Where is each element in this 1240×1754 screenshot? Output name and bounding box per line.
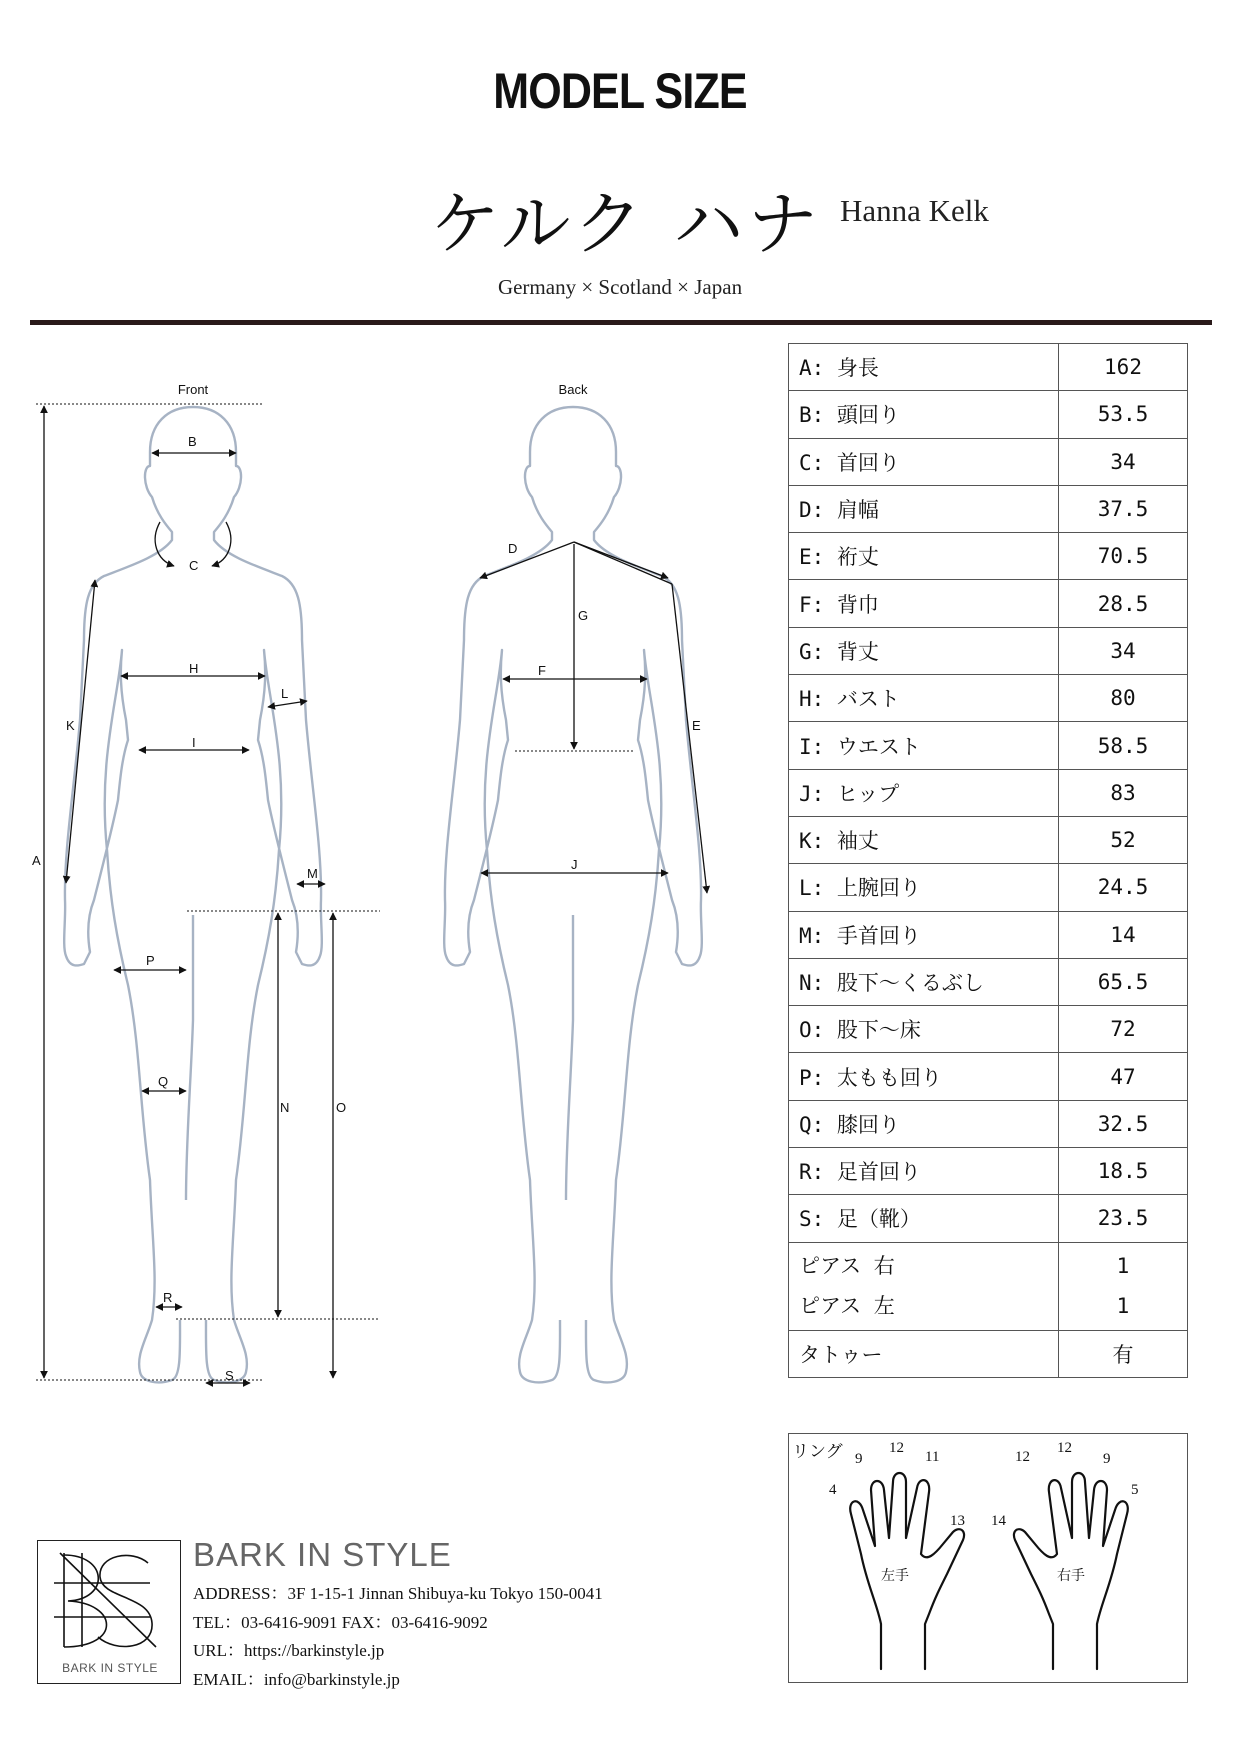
header-divider xyxy=(30,320,1212,325)
letter-q: Q xyxy=(158,1074,169,1089)
letter-e: E xyxy=(692,718,701,733)
measurement-label: L: 上腕回り xyxy=(789,864,1059,911)
measurement-value: 58.5 xyxy=(1059,722,1188,769)
back-silhouette xyxy=(444,407,702,1382)
letter-r: R xyxy=(163,1290,173,1305)
measurement-row xyxy=(789,485,1188,532)
ring-size-panel xyxy=(788,1433,1188,1683)
piercing-left-label: ピアス 左 xyxy=(799,1294,895,1319)
measurement-label: R: 足首回り xyxy=(789,1148,1059,1195)
letter-j: J xyxy=(571,857,578,872)
measurement-table xyxy=(788,343,1188,1378)
letter-o: O xyxy=(336,1100,347,1115)
hands-diagram xyxy=(789,1434,1189,1684)
ring-title: リング xyxy=(792,1442,843,1462)
measurement-row xyxy=(789,391,1188,438)
right-thumb-size: 14 xyxy=(991,1513,1006,1529)
measurement-value: 162 xyxy=(1059,344,1188,391)
measurement-value: 23.5 xyxy=(1059,1195,1188,1242)
measurement-label: M: 手首回り xyxy=(789,911,1059,958)
measurement-row xyxy=(789,627,1188,674)
left-ring-size: 9 xyxy=(855,1451,863,1467)
measurement-label: E: 裄丈 xyxy=(789,533,1059,580)
letter-g: G xyxy=(578,608,589,623)
measurement-value: 34 xyxy=(1059,438,1188,485)
letter-h: H xyxy=(189,661,199,676)
left-pinky-size: 4 xyxy=(829,1482,837,1498)
letter-b: B xyxy=(188,434,197,449)
measurement-value: 72 xyxy=(1059,1006,1188,1053)
email-link[interactable]: EMAIL：info@barkinstyle.jp xyxy=(193,1669,400,1689)
measurement-row xyxy=(789,675,1188,722)
measurement-value: 83 xyxy=(1059,769,1188,816)
measurement-row xyxy=(789,816,1188,863)
measurement-value: 32.5 xyxy=(1059,1100,1188,1147)
right-pinky-size: 5 xyxy=(1131,1482,1139,1498)
brand-logo xyxy=(37,1540,181,1684)
measurement-row xyxy=(789,438,1188,485)
brand-name: BARK IN STYLE xyxy=(193,1536,452,1573)
letter-l: L xyxy=(281,686,289,701)
piercing-left-value: 1 xyxy=(1116,1294,1130,1319)
letter-n: N xyxy=(280,1100,290,1115)
model-name-english: Hanna Kelk xyxy=(840,193,989,228)
letter-s: S xyxy=(225,1368,234,1383)
letter-i: I xyxy=(192,735,196,750)
letter-a: A xyxy=(32,853,41,868)
measurement-label: D: 肩幅 xyxy=(789,485,1059,532)
piercing-row xyxy=(789,1242,1188,1330)
measurement-label: G: 背丈 xyxy=(789,627,1059,674)
url-link[interactable]: URL：https://barkinstyle.jp xyxy=(193,1641,385,1660)
contact-info xyxy=(193,1580,603,1694)
letter-c: C xyxy=(189,558,199,573)
body-measurement-diagram xyxy=(0,340,780,1410)
right-hand-label: 右手 xyxy=(1057,1568,1085,1584)
letter-m: M xyxy=(307,866,318,881)
measurement-value: 28.5 xyxy=(1059,580,1188,627)
measurement-row xyxy=(789,1148,1188,1195)
left-index-size: 11 xyxy=(925,1449,940,1465)
tattoo-row xyxy=(789,1330,1188,1377)
measurement-label: A: 身長 xyxy=(789,344,1059,391)
measurement-value: 24.5 xyxy=(1059,864,1188,911)
left-middle-size: 12 xyxy=(889,1440,904,1456)
measurement-label: C: 首回り xyxy=(789,438,1059,485)
measurement-label: B: 頭回り xyxy=(789,391,1059,438)
measurement-label: J: ヒップ xyxy=(789,769,1059,816)
measurement-value: 53.5 xyxy=(1059,391,1188,438)
measurement-row xyxy=(789,864,1188,911)
measurement-label: I: ウエスト xyxy=(789,722,1059,769)
page-title: MODEL SIZE xyxy=(493,63,747,119)
measurement-value: 18.5 xyxy=(1059,1148,1188,1195)
logo-caption: BARK IN STYLE xyxy=(62,1661,158,1675)
address-text: ADDRESS：3F 1-15-1 Jinnan Shibuya-ku Tokyo 150-0041 xyxy=(193,1584,603,1603)
measurement-row xyxy=(789,1100,1188,1147)
model-origin: Germany × Scotland × Japan xyxy=(497,275,743,299)
front-silhouette xyxy=(64,407,322,1382)
right-index-size: 12 xyxy=(1015,1449,1030,1465)
measurement-row xyxy=(789,533,1188,580)
front-label: Front xyxy=(177,382,209,397)
right-ring-size: 9 xyxy=(1103,1451,1111,1467)
tattoo-label: タトゥー xyxy=(789,1330,1059,1377)
measurement-value: 34 xyxy=(1059,627,1188,674)
measurement-label: Q: 膝回り xyxy=(789,1100,1059,1147)
measurement-label: N: 股下～くるぶし xyxy=(789,958,1059,1005)
measurement-value: 14 xyxy=(1059,911,1188,958)
right-middle-size: 12 xyxy=(1057,1440,1072,1456)
tattoo-value: 有 xyxy=(1059,1330,1188,1377)
measurement-value: 70.5 xyxy=(1059,533,1188,580)
measurement-row xyxy=(789,1006,1188,1053)
measurement-label: S: 足（靴） xyxy=(789,1195,1059,1242)
measurement-row xyxy=(789,958,1188,1005)
measurement-label: H: バスト xyxy=(789,675,1059,722)
measurement-value: 52 xyxy=(1059,816,1188,863)
piercing-right-label: ピアス 右 xyxy=(799,1254,895,1279)
measurement-label: F: 背巾 xyxy=(789,580,1059,627)
measurement-label: O: 股下～床 xyxy=(789,1006,1059,1053)
measurement-row xyxy=(789,769,1188,816)
measurement-value: 80 xyxy=(1059,675,1188,722)
letter-k: K xyxy=(66,718,75,733)
piercing-right-value: 1 xyxy=(1116,1254,1130,1279)
measurement-row xyxy=(789,1053,1188,1100)
measurement-row xyxy=(789,344,1188,391)
measurement-row xyxy=(789,1195,1188,1242)
measurement-value: 65.5 xyxy=(1059,958,1188,1005)
left-thumb-size: 13 xyxy=(950,1513,965,1529)
measurement-row xyxy=(789,580,1188,627)
letter-p: P xyxy=(146,953,155,968)
measurement-value: 47 xyxy=(1059,1053,1188,1100)
measurement-value: 37.5 xyxy=(1059,485,1188,532)
measurement-label: K: 袖丈 xyxy=(789,816,1059,863)
letter-f: F xyxy=(538,663,546,678)
measurement-row xyxy=(789,911,1188,958)
tel-fax-text: TEL：03-6416-9091 FAX：03-6416-9092 xyxy=(193,1612,488,1632)
model-name-japanese: ケルク ハナ xyxy=(430,183,822,265)
measurement-row xyxy=(789,722,1188,769)
back-label: Back xyxy=(558,382,588,397)
letter-d: D xyxy=(508,541,518,556)
left-hand-label: 左手 xyxy=(881,1568,909,1584)
measurement-label: P: 太もも回り xyxy=(789,1053,1059,1100)
